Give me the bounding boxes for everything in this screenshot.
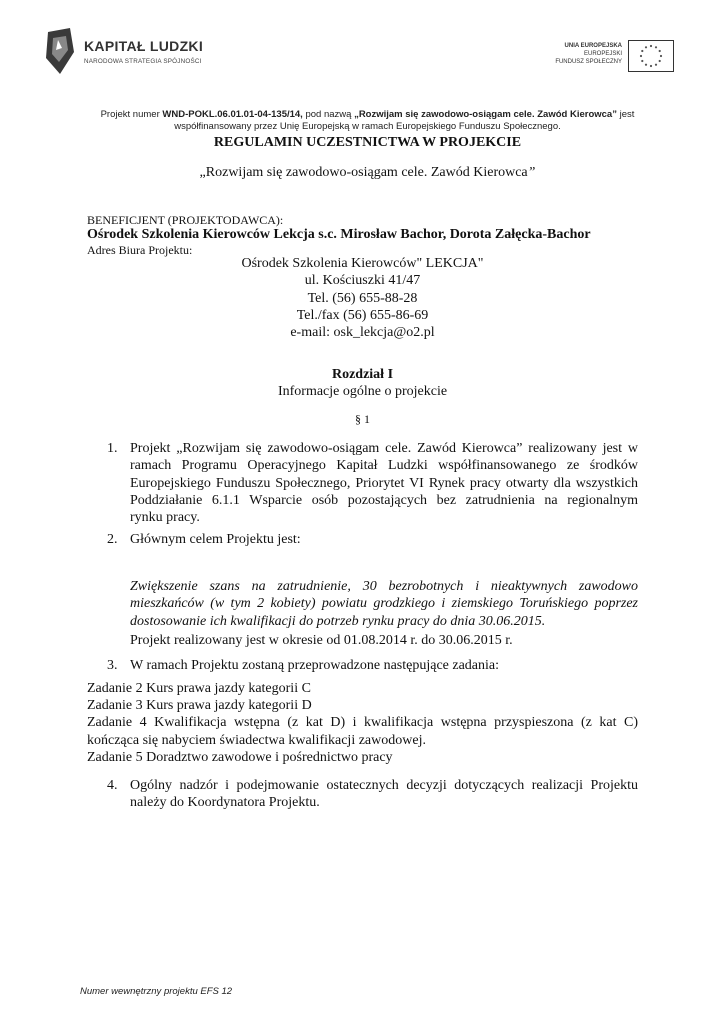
project-number: WND-POKL.06.01.01-04-135/14, bbox=[162, 109, 303, 120]
list-item: Ogólny nadzór i podejmowanie ostatecznych decyzji dotyczących realizacji Projektu należy do Koordynatora Projektu. bbox=[130, 778, 638, 811]
project-goal: Zwiększenie szans na zatrudnienie, 30 bezrobotnych i nieaktywnych zawodowo mieszkańców (w tym 2 kobiety) powiatu grodzkiego i ziemskiego Toruńskiego poprzez dostosowanie ich kwalifikacji do potrzeb rynku pracy do dnia 30.06.2015. bbox=[130, 579, 638, 629]
task-line: Zadanie 3 Kurs prawa jazdy kategorii D bbox=[87, 698, 312, 714]
document-subtitle: „Rozwijam się zawodowo-osiągam cele. Zawód Kierowca” bbox=[199, 165, 536, 180]
item-number: 4. bbox=[107, 778, 118, 793]
kapital-ludzki-emblem-icon bbox=[44, 28, 76, 74]
eu-logo-line1: UNIA EUROPEJSKA bbox=[564, 43, 622, 49]
address-block bbox=[60, 255, 665, 341]
project-note bbox=[60, 109, 675, 133]
task-line: kończąca się nabyciem świadectwa kwalifikacji zawodowej. bbox=[87, 732, 426, 748]
task-line: Zadanie 4 Kwalifikacja wstępna (z kat D) i kwalifikacja wstępna przyspieszona (z kat C) bbox=[87, 715, 638, 731]
eu-flag-icon bbox=[628, 40, 674, 72]
list-item: W ramach Projektu zostaną przeprowadzone następujące zadania: bbox=[130, 658, 500, 673]
project-name: „Rozwijam się zawodowo-osiągam cele. Zawód Kierowca” bbox=[354, 109, 617, 120]
item-number: 3. bbox=[107, 658, 118, 673]
address-label: Adres Biura Projektu: bbox=[87, 243, 193, 257]
chapter-subtitle: Informacje ogólne o projekcie bbox=[277, 384, 448, 399]
item-number: 2. bbox=[107, 532, 118, 547]
eu-logo bbox=[555, 40, 674, 72]
project-note-line1: Projekt numer WND-POKL.06.01.01-04-135/14, pod nazwą „Rozwijam się zawodowo-osiągam cele. Zawód Kierowca” jest bbox=[100, 109, 635, 120]
project-period: Projekt realizowany jest w okresie od 01.08.2014 r. do 30.06.2015 r. bbox=[130, 633, 513, 648]
tasks-list bbox=[87, 680, 638, 766]
address-line: Tel. (56) 655-88-28 bbox=[307, 290, 418, 306]
kapital-ludzki-logo bbox=[44, 28, 209, 76]
footer-note: Numer wewnętrzny projektu EFS 12 bbox=[80, 986, 233, 997]
address-email: e-mail: osk_lekcja@o2.pl bbox=[290, 325, 435, 341]
item-number: 1. bbox=[107, 441, 118, 456]
task-line: Zadanie 2 Kurs prawa jazdy kategorii C bbox=[87, 681, 311, 696]
beneficiary-name: Ośrodek Szkolenia Kierowców Lekcja s.c. Mirosław Bachor, Dorota Załęcka-Bachor bbox=[87, 227, 591, 242]
chapter-title: Rozdział I bbox=[331, 367, 394, 382]
list-item: Projekt „Rozwijam się zawodowo-osiągam cele. Zawód Kierowca” realizowany jest w ramach Programu Operacyjnego Kapitał Ludzki współfinansowanego ze środków Europejskiego Funduszu Społecznego, Priorytet VI Rynek pracy otwarty dla wszystkich Poddziałanie 6.1.1 Wsparcie osób pozostających bez zatrudnienia na regionalnym rynku pracy. bbox=[130, 441, 638, 526]
address-line: Tel./fax (56) 655-86-69 bbox=[296, 307, 429, 323]
eu-logo-line3: FUNDUSZ SPOŁECZNY bbox=[555, 59, 622, 65]
project-note-line2: współfinansowany przez Unię Europejską w ramach Europejskiego Funduszu Społecznego. bbox=[174, 121, 561, 132]
task-line: Zadanie 5 Doradztwo zawodowe i pośrednictwo pracy bbox=[87, 749, 393, 765]
beneficiary-label: BENEFICJENT (PROJEKTODAWCA): bbox=[87, 213, 284, 227]
kapital-ludzki-subtitle: NARODOWA STRATEGIA SPÓJNOŚCI bbox=[84, 58, 202, 65]
address-line: ul. Kościuszki 41/47 bbox=[304, 273, 421, 289]
section-number: § 1 bbox=[355, 412, 370, 426]
eu-logo-text bbox=[555, 42, 622, 66]
document-title: REGULAMIN UCZESTNICTWA W PROJEKCIE bbox=[213, 135, 522, 150]
address-line: Ośrodek Szkolenia Kierowców" LEKCJA" bbox=[241, 256, 484, 271]
eu-logo-line2: EUROPEJSKI bbox=[583, 51, 622, 57]
list-item: Głównym celem Projektu jest: bbox=[130, 532, 301, 547]
kapital-ludzki-title: KAPITAŁ LUDZKI bbox=[84, 38, 204, 54]
